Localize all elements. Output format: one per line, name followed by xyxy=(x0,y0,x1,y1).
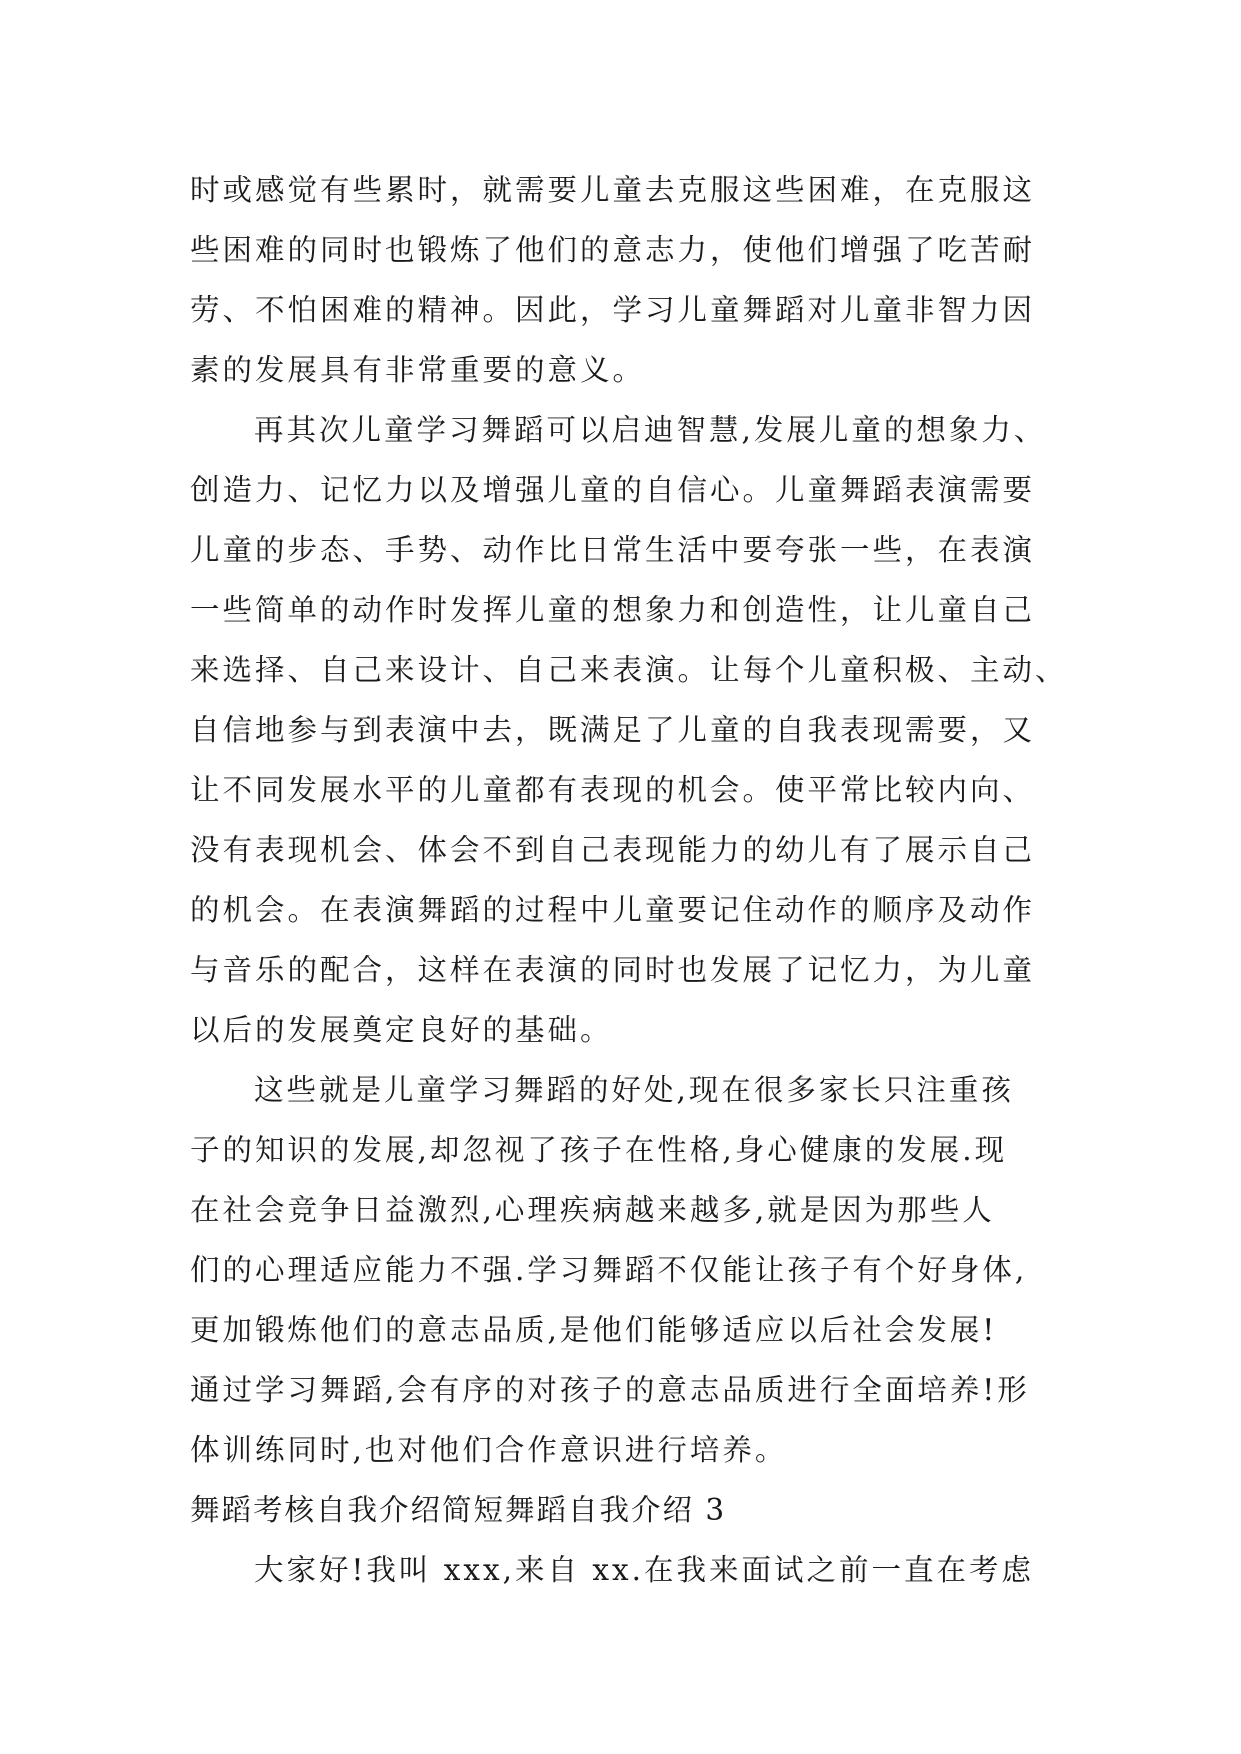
text-line: 创造力、记忆力以及增强儿童的自信心。儿童舞蹈表演需要 xyxy=(190,473,1036,507)
text-line: 更加锻炼他们的意志品质,是他们能够适应以后社会发展! xyxy=(190,1313,998,1347)
text-line: 一些简单的动作时发挥儿童的想象力和创造性，让儿童自己 xyxy=(190,593,1036,627)
text-line: 的机会。在表演舞蹈的过程中儿童要记住动作的顺序及动作 xyxy=(190,893,1036,927)
text-line: 来选择、自己来设计、自己来表演。让每个儿童积极、主动、 xyxy=(190,653,1068,687)
section-heading: 舞蹈考核自我介绍简短舞蹈自我介绍 3 xyxy=(190,1493,727,1527)
text-line: 没有表现机会、体会不到自己表现能力的幼儿有了展示自己 xyxy=(190,833,1036,867)
text-line: 自信地参与到表演中去，既满足了儿童的自我表现需要，又 xyxy=(190,713,1036,747)
text-line: 再其次儿童学习舞蹈可以启迪智慧,发展儿童的想象力、 xyxy=(254,413,1047,447)
text-line: 以后的发展奠定良好的基础。 xyxy=(190,1013,613,1047)
text-line: 时或感觉有些累时，就需要儿童去克服这些困难，在克服这 xyxy=(190,173,1036,207)
paragraph-3 xyxy=(190,1060,1070,1480)
text-line: 大家好!我叫 xxx,来自 xx.在我来面试之前一直在考虑 xyxy=(254,1553,1035,1587)
text-line: 让不同发展水平的儿童都有表现的机会。使平常比较内向、 xyxy=(190,773,1036,807)
paragraph-2 xyxy=(190,400,1070,1060)
text-line: 体训练同时,也对他们合作意识进行培养。 xyxy=(190,1433,788,1467)
text-line: 些困难的同时也锻炼了他们的意志力，使他们增强了吃苦耐 xyxy=(190,233,1036,267)
document-body xyxy=(190,160,1070,1600)
text-line: 们的心理适应能力不强.学习舞蹈不仅能让孩子有个好身体, xyxy=(190,1253,1028,1287)
paragraph-1 xyxy=(190,160,1070,400)
text-line: 这些就是儿童学习舞蹈的好处,现在很多家长只注重孩 xyxy=(254,1073,1014,1107)
text-line: 子的知识的发展,却忽视了孩子在性格,身心健康的发展.现 xyxy=(190,1133,1008,1167)
text-line: 儿童的步态、手势、动作比日常生活中要夸张一些，在表演 xyxy=(190,533,1036,567)
text-line: 劳、不怕困难的精神。因此，学习儿童舞蹈对儿童非智力因 xyxy=(190,293,1036,327)
text-line: 通过学习舞蹈,会有序的对孩子的意志品质进行全面培养!形 xyxy=(190,1373,1030,1407)
text-line: 在社会竞争日益激烈,心理疾病越来越多,就是因为那些人 xyxy=(190,1193,995,1227)
text-line: 与音乐的配合，这样在表演的同时也发展了记忆力，为儿童 xyxy=(190,953,1036,987)
text-line: 素的发展具有非常重要的意义。 xyxy=(190,353,646,387)
